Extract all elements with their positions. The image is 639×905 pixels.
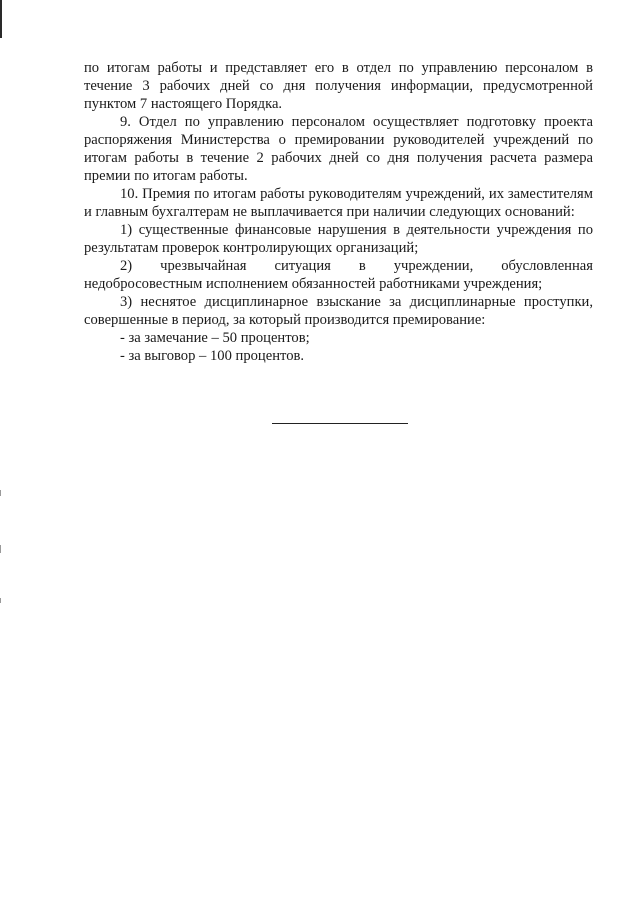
scan-margin-mark [0, 545, 1, 553]
list-item-reprimand-remark: - за замечание – 50 процентов; [120, 330, 310, 346]
paragraph-item-10: 10. Премия по итогам работы руководителям учреждений, их заместителям и главным бухгалтерам не выплачивается при наличии следующих оснований: [84, 186, 593, 220]
closing-rule [272, 423, 408, 424]
scan-edge-mark [0, 0, 2, 38]
paragraph-subitem-1: 1) существенные финансовые нарушения в деятельности учреждения по результатам проверок контролирующих организаций; [84, 222, 593, 256]
scan-margin-mark [0, 598, 1, 603]
list-item-reprimand-severe: - за выговор – 100 процентов. [120, 348, 305, 364]
paragraph-subitem-3: 3) неснятое дисциплинарное взыскание за дисциплинарные проступки, совершенные в период, за который производится премирование: [84, 294, 593, 328]
paragraph-continuation: по итогам работы и представляет его в отдел по управлению персоналом в течение 3 рабочих дней со дня получения информации, предусмотренной пунктом 7 настоящего Порядка. [84, 60, 593, 112]
scan-margin-mark [0, 490, 1, 496]
paragraph-item-9: 9. Отдел по управлению персоналом осуществляет подготовку проекта распоряжения Министерства о премировании руководителей учреждений по итогам работы в течение 2 рабочих дней со дня получения расчета размера премии по итогам работы. [84, 114, 593, 184]
document-body [84, 59, 593, 365]
paragraph-subitem-2: 2) чрезвычайная ситуация в учреждении, обусловленная недобросовестным исполнением обязанностей работниками учреждения; [84, 258, 593, 292]
